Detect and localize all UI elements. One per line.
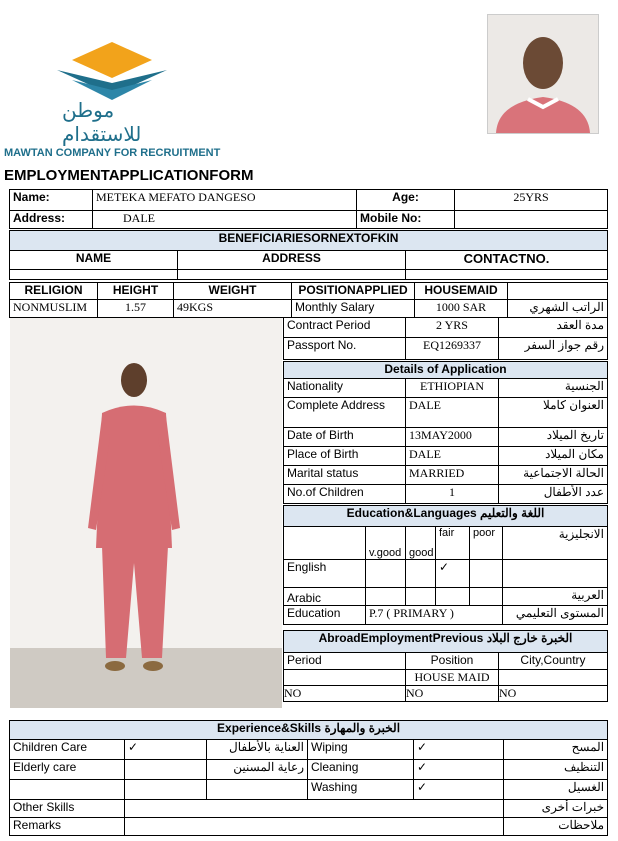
dob-ar: تاريخ الميلاد: [499, 428, 608, 447]
kin-address-label: ADDRESS: [178, 251, 406, 270]
salary-value: 1000 SAR: [415, 300, 508, 318]
mobile-value: [455, 211, 608, 229]
education-value: P.7 ( PRIMARY ): [366, 606, 503, 625]
arabic-ar: العربية: [503, 588, 608, 606]
education-label: Education: [284, 606, 366, 625]
education-table: [283, 505, 608, 625]
remarks-ar: ملاحظات: [504, 818, 608, 836]
nationality-ar: الجنسية: [499, 379, 608, 398]
abroad-title: AbroadEmploymentPrevious الخبرة خارج البلاد: [284, 631, 608, 653]
abroad-no-3: NO: [499, 686, 608, 702]
children-label: No.of Children: [284, 485, 406, 504]
wiping-ar: المسح: [504, 740, 608, 760]
company-logo: [52, 40, 172, 146]
height-value: 1.57: [98, 300, 174, 318]
weight-label: WEIGHT: [174, 283, 292, 300]
washing-check: ✓: [414, 780, 504, 800]
passport-value: EQ1269337: [406, 338, 499, 360]
contract-value: 2 YRS: [406, 318, 499, 338]
mobile-label: Mobile No:: [357, 211, 455, 229]
children-care-label: Children Care: [10, 740, 125, 760]
details-table: [283, 361, 608, 504]
company-name: MAWTAN COMPANY FOR RECRUITMENT: [4, 147, 221, 159]
washing-ar: الغسيل: [504, 780, 608, 800]
elderly-care-ar: رعاية المسنين: [207, 760, 308, 780]
complete-address-value: DALE: [406, 398, 499, 428]
salary-label: Monthly Salary: [292, 300, 415, 318]
english-ar: الانجليزية: [503, 527, 608, 560]
complete-address-ar: العنوان كاملا: [499, 398, 608, 428]
education-ar: المستوى التعليمي: [503, 606, 608, 625]
wiping-check: ✓: [414, 740, 504, 760]
form-title: EMPLOYMENTAPPLICATIONFORM: [4, 167, 254, 184]
cleaning-check: ✓: [414, 760, 504, 780]
kin-title: BENEFICIARIESORNEXTOFKIN: [10, 231, 608, 251]
children-ar: عدد الأطفال: [499, 485, 608, 504]
complete-address-label: Complete Address: [284, 398, 406, 428]
contract-ar: مدة العقد: [499, 318, 608, 338]
arabic-label: Arabic: [284, 588, 366, 606]
religion-label: RELIGION: [10, 283, 98, 300]
marital-ar: الحالة الاجتماعية: [499, 466, 608, 485]
abroad-table: [283, 630, 608, 702]
english-check: ✓: [436, 560, 470, 588]
elderly-care-label: Elderly care: [10, 760, 125, 780]
wiping-label: Wiping: [308, 740, 414, 760]
other-skills-ar: خبرات أخرى: [504, 800, 608, 818]
marital-label: Marital status: [284, 466, 406, 485]
age-label: Age:: [357, 190, 455, 211]
dob-label: Date of Birth: [284, 428, 406, 447]
pob-value: DALE: [406, 447, 499, 466]
abroad-no-2: NO: [406, 686, 499, 702]
full-body-photo: [10, 318, 282, 708]
experience-title: Experience&Skills الخبرة والمهارة: [10, 721, 608, 740]
abroad-no-1: NO: [284, 686, 406, 702]
level-vgood: v.good: [366, 527, 406, 560]
experience-table: [9, 720, 608, 836]
children-care-ar: العناية بالأطفال: [207, 740, 308, 760]
nationality-label: Nationality: [284, 379, 406, 398]
weight-value: 49KGS: [174, 300, 292, 318]
children-value: 1: [406, 485, 499, 504]
remarks-label: Remarks: [10, 818, 125, 836]
details-title: Details of Application: [284, 362, 608, 379]
age-value: 25YRS: [455, 190, 608, 211]
pob-ar: مكان الميلاد: [499, 447, 608, 466]
salary-ar: الراتب الشهري: [508, 300, 608, 318]
address-label: Address:: [10, 211, 93, 229]
abroad-position-label: Position: [406, 653, 499, 670]
marital-value: MARRIED: [406, 466, 499, 485]
height-label: HEIGHT: [98, 283, 174, 300]
english-label: English: [284, 560, 366, 588]
dob-value: 13MAY2000: [406, 428, 499, 447]
education-title: Education&Languages اللغة والتعليم: [284, 506, 608, 527]
kin-table: [9, 230, 608, 280]
applicant-photo: [487, 14, 599, 134]
name-label: Name:: [10, 190, 93, 211]
name-value: METEKA MEFATO DANGESO: [93, 190, 357, 211]
kin-contact-label: CONTACTNO.: [406, 251, 608, 270]
cleaning-label: Cleaning: [308, 760, 414, 780]
children-care-check: ✓: [125, 740, 207, 760]
level-good: good: [406, 527, 436, 560]
contract-label: Contract Period: [284, 318, 406, 338]
period-label: Period: [284, 653, 406, 670]
personal-info-table: [9, 189, 608, 229]
pob-label: Place of Birth: [284, 447, 406, 466]
level-poor: poor: [470, 527, 503, 560]
washing-label: Washing: [308, 780, 414, 800]
other-skills-label: Other Skills: [10, 800, 125, 818]
abroad-position-value: HOUSE MAID: [406, 670, 499, 686]
city-country-label: City,Country: [499, 653, 608, 670]
cleaning-ar: التنظيف: [504, 760, 608, 780]
passport-label: Passport No.: [284, 338, 406, 360]
nationality-value: ETHIOPIAN: [406, 379, 499, 398]
position-label: POSITIONAPPLIED: [292, 283, 415, 300]
address-value: DALE: [93, 211, 357, 229]
religion-value: NONMUSLIM: [10, 300, 98, 318]
logo-text: موطن للاستقدام: [62, 98, 142, 146]
attributes-table: [9, 282, 608, 318]
passport-ar: رقم جواز السفر: [499, 338, 608, 360]
level-fair: fair: [436, 527, 470, 560]
position-value: HOUSEMAID: [415, 283, 508, 300]
job-table: [283, 317, 608, 360]
kin-name-label: NAME: [10, 251, 178, 270]
